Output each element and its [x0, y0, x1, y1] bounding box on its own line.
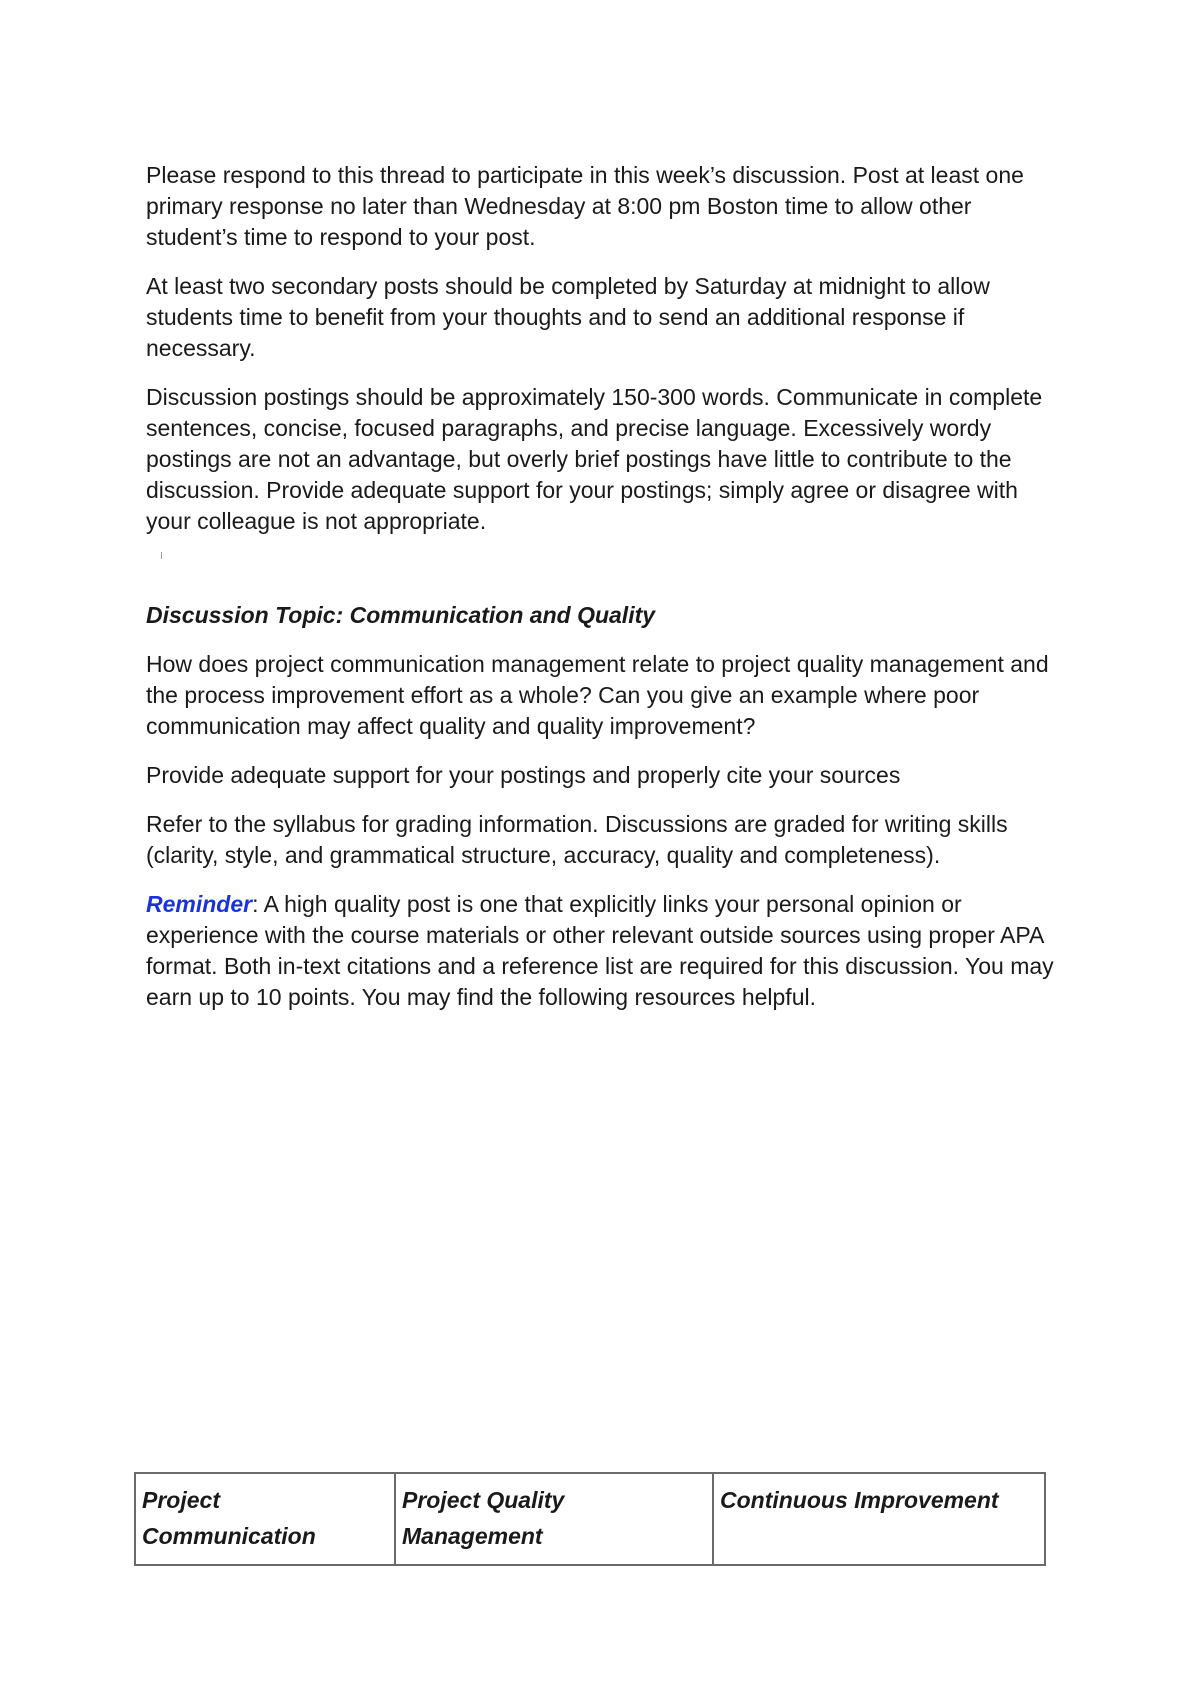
topic-question: How does project communication management relate to project quality management and the process improvement effort as a whole? Can you give an example where poor communication may affect quality and quality improvement?	[146, 651, 1049, 739]
intro-paragraph-2: At least two secondary posts should be completed by Saturday at midnight to allow students time to benefit from your thoughts and to send an additional response if necessary.	[146, 273, 990, 361]
table-header-cell: Project Quality Management	[395, 1473, 713, 1565]
reminder-label: Reminder	[146, 891, 253, 917]
reminder-paragraph	[146, 889, 1066, 1013]
table-header-cell: Continuous Improvement	[713, 1473, 1045, 1565]
resources-table	[134, 1472, 1046, 1566]
table-row	[135, 1473, 1045, 1565]
stray-mark	[161, 552, 162, 559]
intro-paragraph-1: Please respond to this thread to participate in this week’s discussion. Post at least one primary response no later than Wednesday at 8:00 pm Boston time to allow other student’s time to respond to your post.	[146, 162, 1024, 250]
discussion-topic-section	[146, 600, 1066, 1031]
grading-paragraph: Refer to the syllabus for grading information. Discussions are graded for writing skills (clarity, style, and grammatical structure, accuracy, quality and completeness).	[146, 811, 1008, 868]
support-paragraph: Provide adequate support for your postings and properly cite your sources	[146, 762, 901, 788]
intro-paragraph-3: Discussion postings should be approximately 150-300 words. Communicate in complete sentences, concise, focused paragraphs, and precise language. Excessively wordy postings are not an advantage, but overly brief postings have little to contribute to the discussion. Provide adequate support for your postings; simply agree or disagree with your colleague is not appropriate.	[146, 384, 1043, 534]
table-header-cell: Project Communication	[135, 1473, 395, 1565]
topic-title: Discussion Topic: Communication and Quality	[146, 602, 656, 628]
instructions-section	[146, 160, 1066, 555]
reminder-text: : A high quality post is one that explicitly links your personal opinion or experience with the course materials or other relevant outside sources using proper APA format. Both in-text citations and a reference list are required for this discussion. You may earn up to 10 points. You may find the following resources helpful.	[146, 891, 1054, 1010]
